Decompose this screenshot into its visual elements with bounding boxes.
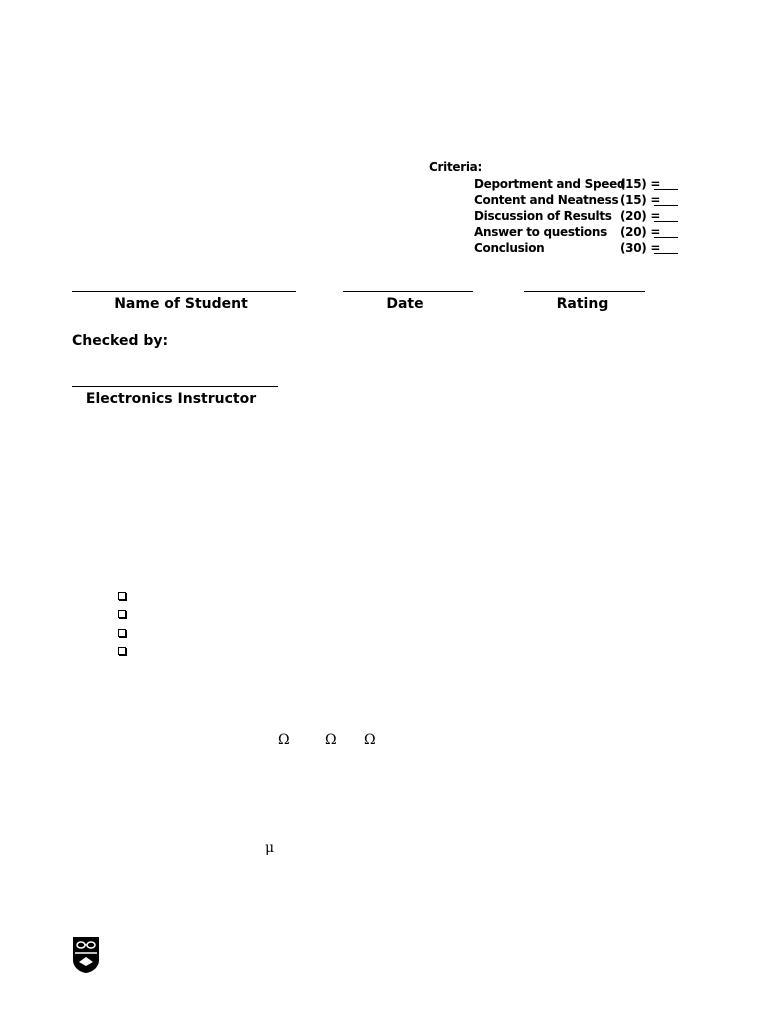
date-label: Date: [386, 296, 424, 312]
criteria-heading: Criteria:: [429, 160, 482, 174]
rating-label: Rating: [556, 296, 609, 312]
omega-symbol: Ω: [364, 732, 376, 748]
omega-symbol: Ω: [325, 732, 337, 748]
criteria-score-blank[interactable]: [654, 221, 678, 222]
bullet-box-icon: [118, 592, 126, 600]
criteria-name: Discussion of Results: [474, 209, 612, 223]
student-name-line[interactable]: [72, 291, 296, 292]
criteria-points: (15) =: [620, 193, 661, 207]
criteria-score-blank[interactable]: [654, 237, 678, 238]
date-line[interactable]: [343, 291, 473, 292]
criteria-row-conclusion: [474, 240, 684, 256]
criteria-row-answers: [474, 224, 684, 240]
mu-symbol: μ: [265, 840, 275, 856]
criteria-name: Answer to questions: [474, 225, 607, 239]
criteria-points: (30) =: [620, 241, 661, 255]
criteria-points: (20) =: [620, 209, 661, 223]
bullet-box-icon: [118, 629, 126, 637]
criteria-score-blank[interactable]: [654, 205, 678, 206]
university-seal-icon: [72, 936, 100, 974]
criteria-row-deportment: [474, 176, 684, 192]
criteria-row-discussion: [474, 208, 684, 224]
instructor-signature-line[interactable]: [72, 386, 278, 387]
bullet-box-icon: [118, 610, 126, 618]
criteria-points: (15) =: [620, 177, 661, 191]
rating-line[interactable]: [524, 291, 645, 292]
criteria-score-blank[interactable]: [654, 189, 678, 190]
checked-by-label: Checked by:: [72, 333, 169, 349]
omega-symbol: Ω: [278, 732, 290, 748]
criteria-name: Content and Neatness: [474, 193, 619, 207]
bullet-box-icon: [118, 647, 126, 655]
student-name-label: Name of Student: [114, 296, 248, 312]
criteria-points: (20) =: [620, 225, 661, 239]
instructor-label: Electronics Instructor: [85, 391, 257, 407]
criteria-name: Deportment and Speed: [474, 177, 626, 191]
criteria-row-content: [474, 192, 684, 208]
criteria-score-blank[interactable]: [654, 253, 678, 254]
criteria-name: Conclusion: [474, 241, 545, 255]
